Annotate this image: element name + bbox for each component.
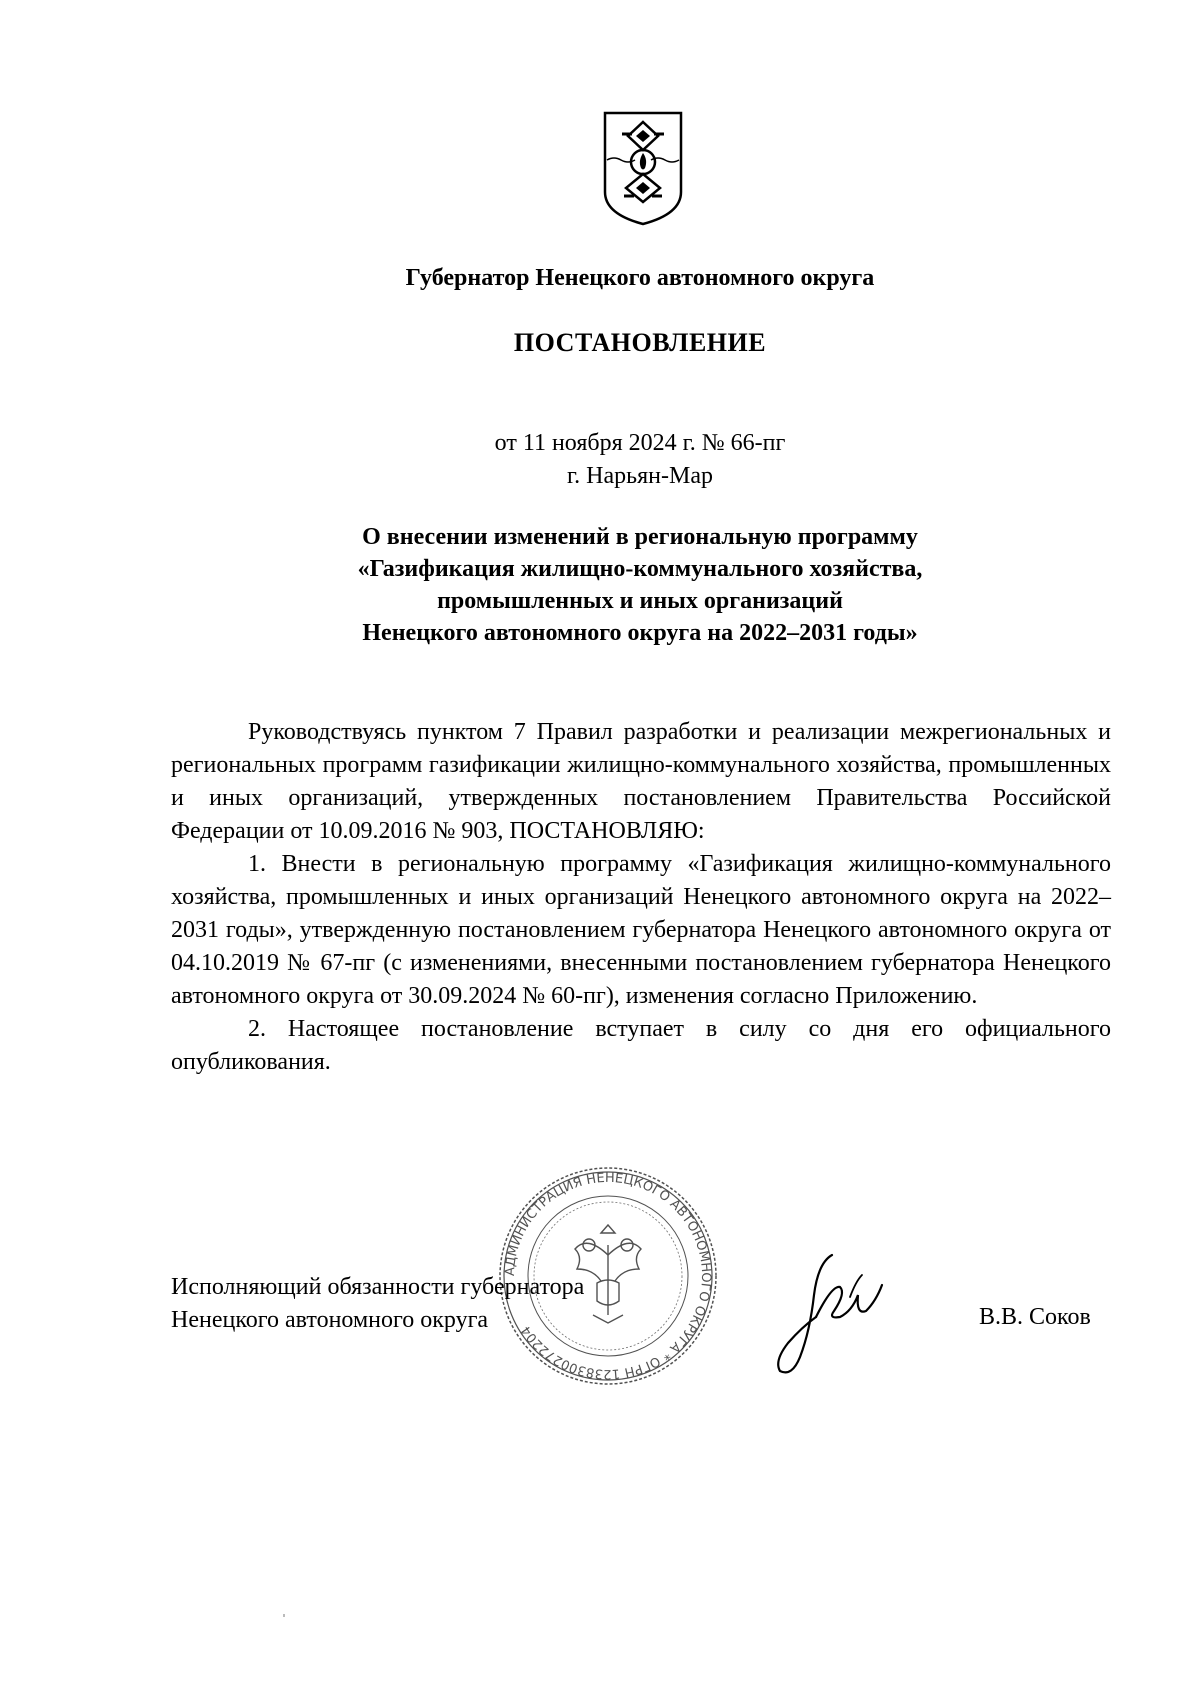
preamble-paragraph: Руководствуясь пунктом 7 Правил разработки и реализации межрегиональных и региональных программ газификации жилищно-коммунального хозяйства, промышленных и иных организаций, утвержденных постановлением Правительства Российской Федерации от 10.09.2016 № 903, ПОСТАНОВЛЯЮ: bbox=[171, 719, 1111, 844]
document-body bbox=[171, 716, 1111, 1079]
item-1-paragraph: 1. Внести в региональную программу «Газификация жилищно-коммунального хозяйства, промышленных и иных организаций Ненецкого автономного округа на 2022–2031 годы», утвержденную постановлением губернатора Ненецкого автономного округа от 04.10.2019 № 67-пг (с изменениями, внесенными постановлением губернатора Ненецкого автономного округа от 30.09.2024 № 60-пг), изменения согласно Приложению. bbox=[171, 851, 1111, 1009]
date-and-place bbox=[160, 427, 1120, 493]
signatory-position bbox=[171, 1271, 584, 1337]
title-line: О внесении изменений в региональную программу bbox=[362, 524, 918, 550]
title-line: Ненецкого автономного округа на 2022–2031 годы» bbox=[362, 620, 918, 646]
document-title bbox=[160, 521, 1120, 649]
document-type: ПОСТАНОВЛЕНИЕ bbox=[513, 328, 767, 357]
position-line: Исполняющий обязанности губернатора bbox=[171, 1274, 585, 1300]
signatory-name: В.В. Соков bbox=[979, 1304, 1091, 1330]
date-number: от 11 ноября 2024 г. № 66-пг bbox=[494, 430, 786, 456]
signature-icon bbox=[770, 1245, 890, 1385]
double-headed-eagle-icon bbox=[575, 1225, 641, 1323]
place: г. Нарьян-Мар bbox=[567, 463, 713, 489]
scan-speck bbox=[283, 1614, 285, 1617]
coat-of-arms-icon bbox=[602, 110, 684, 228]
position-line: Ненецкого автономного округа bbox=[171, 1307, 489, 1333]
item-2-paragraph: 2. Настоящее постановление вступает в силу со дня его официального опубликования. bbox=[171, 1016, 1111, 1075]
title-line: «Газификация жилищно-коммунального хозяйства, bbox=[357, 556, 923, 582]
issuing-authority: Губернатор Ненецкого автономного округа bbox=[405, 265, 875, 291]
seal-text: АДМИНИСТРАЦИЯ НЕНЕЦКОГО АВТОНОМНОГО ОКРУГА * ОГРН 1238300272204 bbox=[502, 1170, 714, 1382]
title-line: промышленных и иных организаций bbox=[437, 588, 843, 614]
